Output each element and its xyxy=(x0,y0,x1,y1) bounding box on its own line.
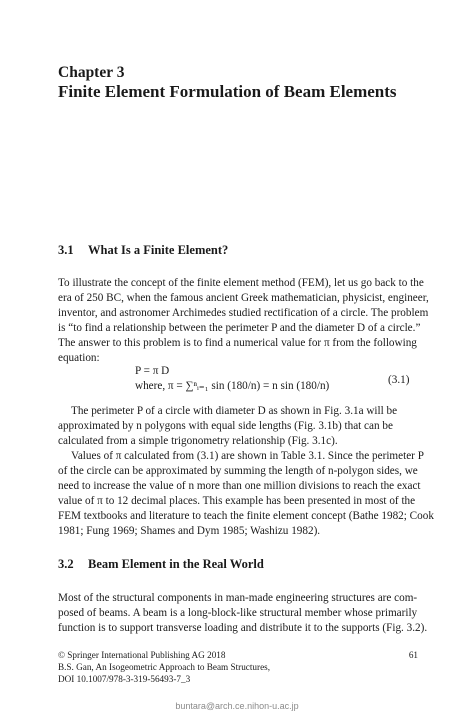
text-line: function is to support transverse loading and distribute it to the supports (Fig. 3.2). xyxy=(58,622,428,634)
text-line: era of 250 BC, when the famous ancient Greek mathematician, physicist, engineer, xyxy=(58,292,429,304)
section-title: What Is a Finite Element? xyxy=(88,243,229,257)
text-line: 1981; Fung 1969; Shames and Dym 1985; Washizu 1982). xyxy=(58,525,321,537)
citation-line: B.S. Gan, An Isogeometric Approach to Beam Structures, xyxy=(58,662,271,672)
section-3-2-heading xyxy=(58,557,264,572)
text-line: inventor, and astronomer Archimedes studied rectification of a circle. The problem xyxy=(58,307,429,319)
text-line: Most of the structural components in man-made engineering structures are com- xyxy=(58,592,418,604)
equation-line: P = π D xyxy=(135,365,170,377)
text-line: calculated from a simple trigonometry relationship (Fig. 3.1c). xyxy=(58,435,338,447)
chapter-label: Chapter 3 xyxy=(58,64,125,81)
copyright-line: © Springer International Publishing AG 2018 xyxy=(58,650,226,660)
text-line: The perimeter P of a circle with diameter D as shown in Fig. 3.1a will be xyxy=(71,405,398,417)
section-3-2-paragraph-1 xyxy=(58,591,428,636)
text-line: is “to find a relationship between the perimeter P and the diameter D of a circle.” xyxy=(58,322,421,334)
page-number: 61 xyxy=(408,650,418,660)
equation-number: (3.1) xyxy=(388,374,410,386)
equation-line: where, π = ∑ⁿᵢ₌₁ sin (180/n) = n sin (180/n) xyxy=(135,380,330,392)
text-line: need to increase the value of n more than one million divisions to reach the exact xyxy=(58,480,421,492)
section-number: 3.1 xyxy=(58,243,74,257)
section-number: 3.2 xyxy=(58,557,74,571)
section-3-1-heading xyxy=(58,243,228,258)
chapter-title: Finite Element Formulation of Beam Elements xyxy=(58,82,397,101)
section-3-1-paragraph-3 xyxy=(58,449,434,539)
text-line: The answer to this problem is to find a numerical value for π from the following xyxy=(58,337,417,349)
section-3-1-paragraph-2 xyxy=(58,404,418,449)
text-line: equation: xyxy=(58,352,100,364)
text-line: approximated by n polygons with equal side lengths (Fig. 3.1b) that can be xyxy=(58,420,393,432)
text-line: value of π to 12 decimal places. This example has been presented in most of the xyxy=(58,495,416,507)
text-line: FEM textbooks and literature to teach the finite element concept (Bathe 1982; Cook xyxy=(58,510,434,522)
page-footer xyxy=(58,649,418,685)
section-3-1-paragraph-1 xyxy=(58,276,429,366)
doi-line: DOI 10.1007/978-3-319-56493-7_3 xyxy=(58,674,191,684)
text-line: posed of beams. A beam is a long-block-like structural member whose primarily xyxy=(58,607,418,619)
section-title: Beam Element in the Real World xyxy=(88,557,264,571)
text-line: To illustrate the concept of the finite element method (FEM), let us go back to the xyxy=(58,277,424,289)
text-line: of the circle can be approximated by summing the length of n-polygon sides, we xyxy=(58,465,418,477)
text-line: Values of π calculated from (3.1) are shown in Table 3.1. Since the perimeter P xyxy=(71,450,424,462)
equation-3-1 xyxy=(135,364,329,394)
watermark: buntara@arch.ce.nihon-u.ac.jp xyxy=(175,701,299,711)
